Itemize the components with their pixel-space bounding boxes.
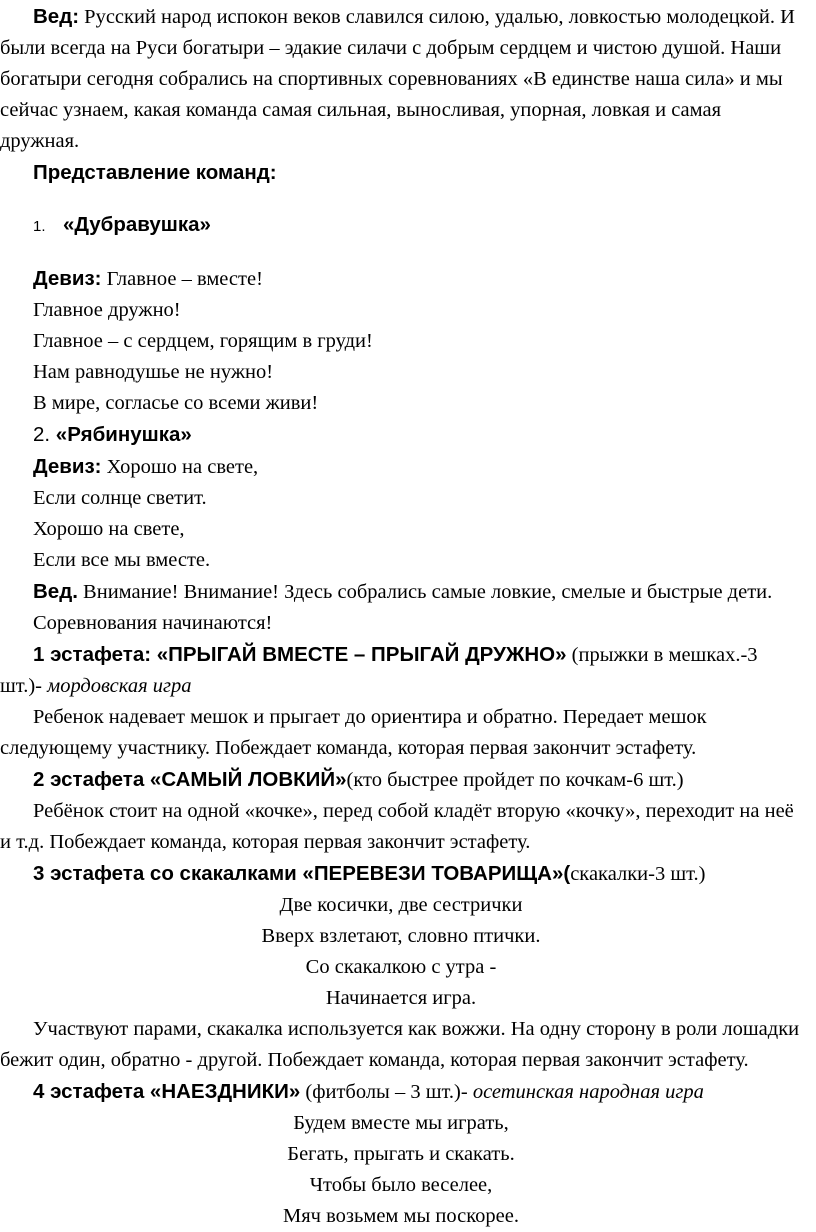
team2-motto <box>0 451 802 576</box>
poem-line: Две косички, две сестрички <box>279 894 523 916</box>
poem-line: Будем вместе мы играть, <box>293 1112 509 1134</box>
teams-heading: Представление команд: <box>33 161 277 184</box>
relay1-description: Ребенок надевает мешок и прыгает до ориентира и обратно. Передает мешок следующему участнику. Побеждает команда, которая первая закончит эстафету. <box>0 706 707 759</box>
relay1-title: 1 эстафета: «ПРЫГАЙ ВМЕСТЕ – ПРЫГАЙ ДРУЖНО» <box>33 643 567 666</box>
relay2-title: 2 эстафета «САМЫЙ ЛОВКИЙ» <box>33 768 347 791</box>
team1-name: «Дубравушка» <box>63 213 211 236</box>
team1-motto-line: Нам равнодушье не нужно! <box>33 361 274 383</box>
team2-motto-line <box>33 451 802 483</box>
poem-line: Начинается игра. <box>325 987 477 1009</box>
relay3-description: Участвуют парами, скакалка используется как вожжи. На одну сторону в роли лошадки бежит один, обратно - другой. Побеждает команда, которая первая закончит эстафету. <box>0 1018 800 1071</box>
team2-number: 2. <box>33 423 56 446</box>
motto-text: Хорошо на свете, <box>101 456 259 478</box>
team2-name: «Рябинушка» <box>55 423 192 446</box>
poem-line: Вверх взлетают, словно птички. <box>261 925 541 947</box>
team2-motto-line: Хорошо на свете, <box>33 518 185 540</box>
relay4-poem <box>0 1108 802 1232</box>
team1-number: 1. <box>33 218 46 235</box>
team2-motto-line: Если все мы вместе. <box>33 549 211 571</box>
team1-motto-line <box>33 263 802 295</box>
poem-line: Чтобы было веселее, <box>309 1174 493 1196</box>
poem-line: Мяч возьмем мы поскорее. <box>283 1205 519 1227</box>
motto-label: Девиз: <box>33 267 102 290</box>
relay1-heading <box>0 639 802 702</box>
relay3-heading <box>0 858 802 890</box>
relay4-heading <box>0 1076 802 1108</box>
attention-paragraph <box>0 576 802 608</box>
team2-motto-line: Если солнце светит. <box>33 487 207 509</box>
speaker-label: Вед. <box>33 580 78 603</box>
relay3-note: скакалки-3 шт.) <box>570 863 706 885</box>
start-line: Соревнования начинаются! <box>33 612 273 634</box>
intro-text: Русский народ испокон веков славился силою, удалью, ловкостью молодецкой. И были всегда на Руси богатыри – эдакие силачи с добрым сердцем и чистою душой. Наши богатыри сегодня собрались на спортивных соревнованиях «В единстве наша сила» и мы сейчас узнаем, какая команда самая сильная, выносливая, упорная, ловкая и самая дружная. <box>0 6 795 152</box>
relay3-poem <box>0 890 802 1014</box>
relay4-origin: осетинская народная игра <box>472 1081 704 1103</box>
relay3-title: 3 эстафета со скакалками «ПЕРЕВЕЗИ ТОВАРИЩА»( <box>33 862 571 885</box>
team1-motto-line: Главное дружно! <box>33 299 181 321</box>
relay2-heading <box>0 764 802 796</box>
relay1-note: (прыжки в мешках.-3 шт.)- <box>0 644 758 697</box>
relay1-origin: мордовская игра <box>47 675 192 697</box>
poem-line: Со скакалкою с утра - <box>305 956 497 978</box>
motto-text: Главное – вместе! <box>101 268 263 290</box>
attention-text: Внимание! Внимание! Здесь собрались самые ловкие, смелые и быстрые дети. <box>77 581 773 603</box>
team1-heading <box>0 209 802 242</box>
relay4-title: 4 эстафета «НАЕЗДНИКИ» <box>33 1080 301 1103</box>
motto-label: Девиз: <box>33 455 102 478</box>
poem-line: Бегать, прыгать и скакать. <box>287 1143 515 1165</box>
team1-motto-line: Главное – с сердцем, горящим в груди! <box>33 330 373 352</box>
team2-heading <box>0 419 802 451</box>
relay2-note: (кто быстрее пройдет по кочкам-6 шт.) <box>346 769 684 791</box>
intro-paragraph <box>0 1 802 157</box>
relay4-note: (фитболы – 3 шт.)- <box>300 1081 473 1103</box>
team1-motto-line: В мире, согласье со всеми живи! <box>33 392 319 414</box>
team1-motto <box>0 263 802 419</box>
relay2-description: Ребёнок стоит на одной «кочке», перед собой кладёт вторую «кочку», переходит на неё и т.д. Побеждает команда, которая первая закончит эстафету. <box>0 800 794 853</box>
speaker-label: Вед: <box>33 5 80 28</box>
